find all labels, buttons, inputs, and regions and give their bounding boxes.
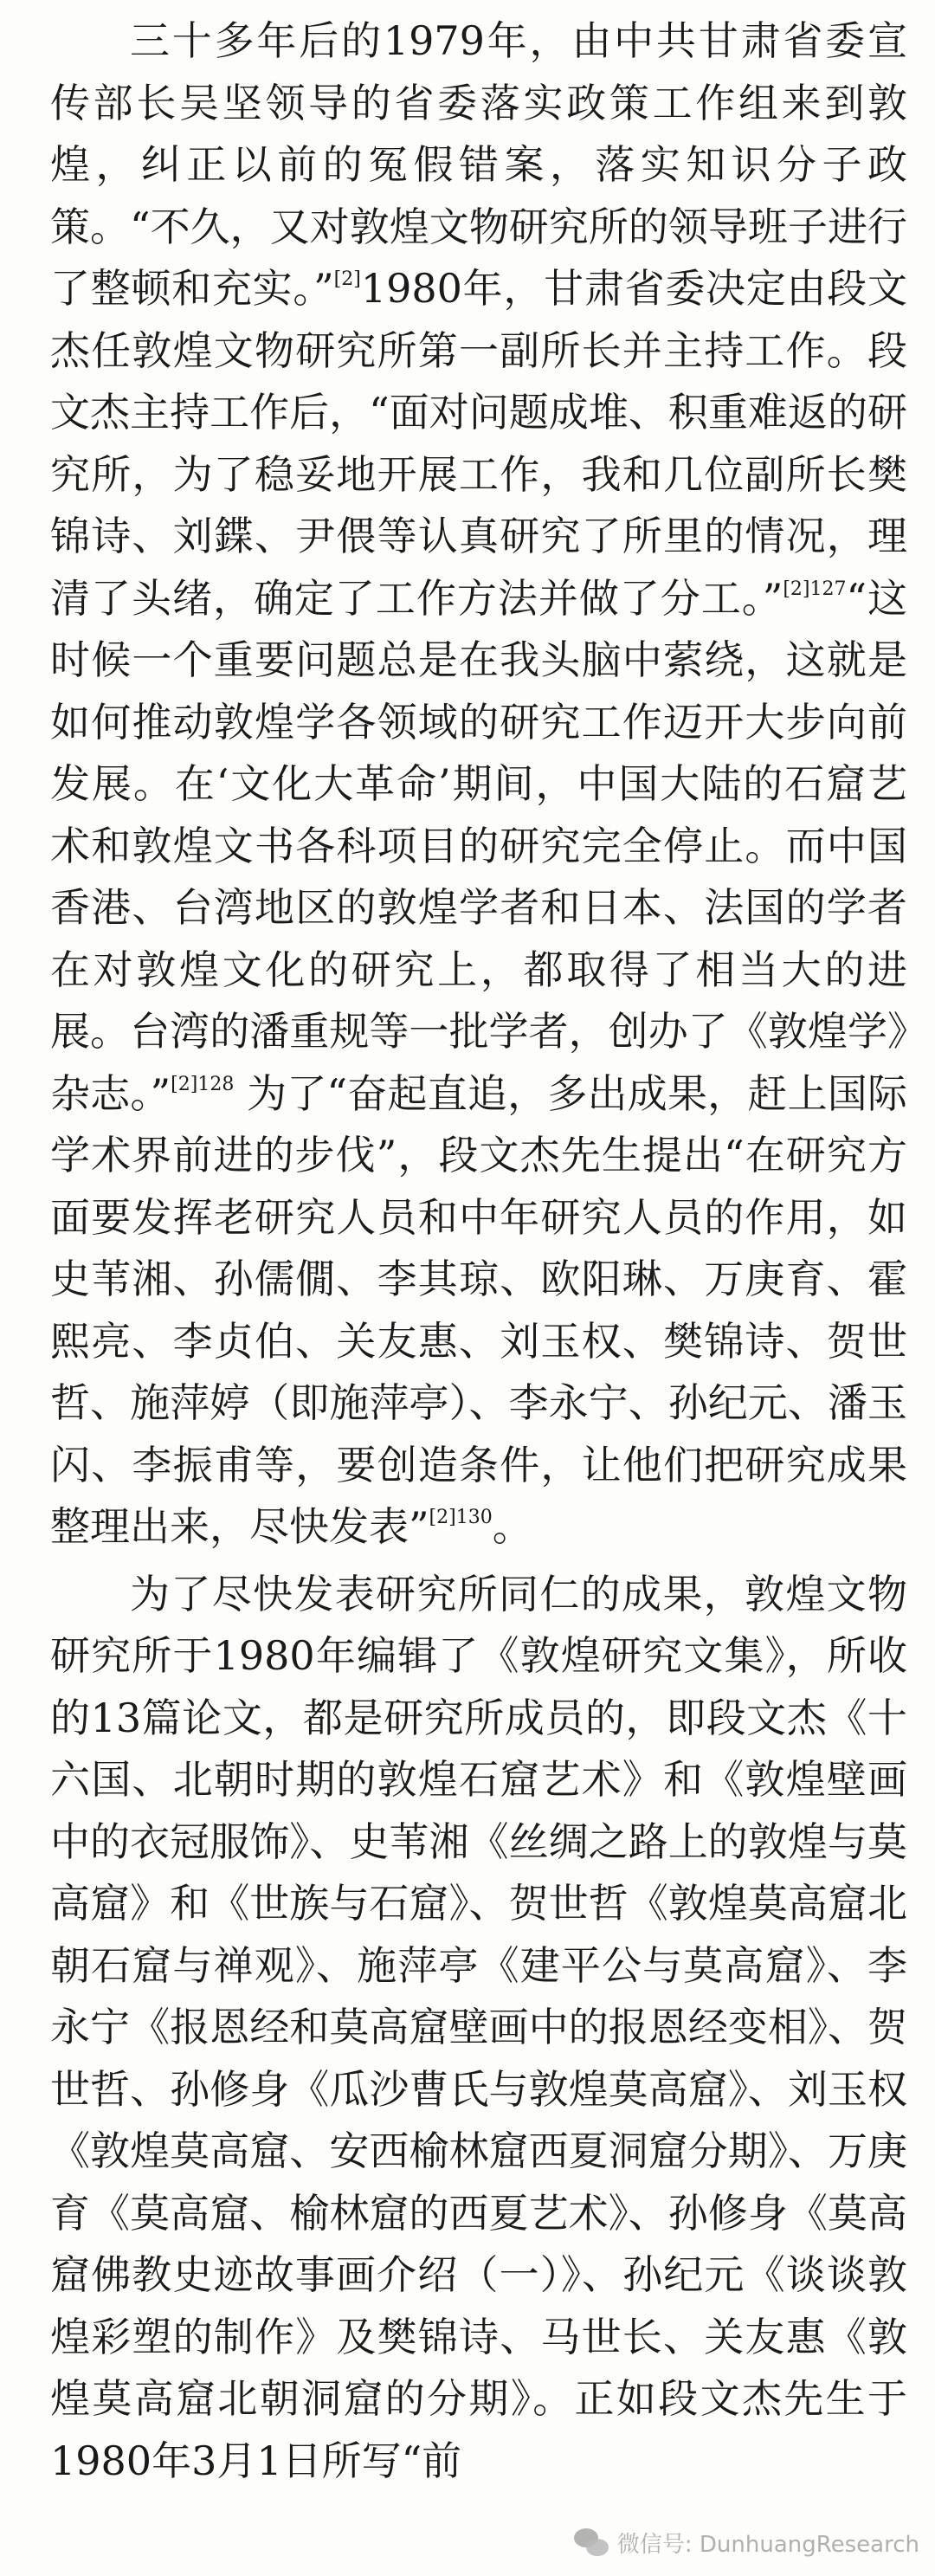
text-segment: 三十多年后的1979年，由中共甘肃省委宣传部长吴坚领导的省委落实政策工作组来到敦煌，纠正以前的冤假错案，落实知识分子政策。“不久，又对敦煌文物研究所的领导班子进行了整顿和充实。” — [50, 17, 907, 312]
text-segment: 为了“奋起直追，多出成果，赶上国际学术界前进的步伐”，段文杰先生提出“在研究方面要发挥老研究人员和中年研究人员的作用，如史苇湘、孙儒僩、李其琼、欧阳琳、万庚育、霍熙亮、李贞伯、关友惠、刘玉权、樊锦诗、贺世哲、施萍婷（即施萍亭）、李永宁、孙纪元、潘玉闪、李振甫等，要创造条件，让他们把研究成果整理出来，尽快发表” — [50, 1069, 907, 1550]
paragraph — [50, 10, 907, 1559]
citation-ref: [2]128 — [171, 1073, 235, 1095]
article-body — [50, 10, 907, 2492]
text-segment: “这时候一个重要问题总是在我头脑中萦绕，这就是如何推动敦煌学各领域的研究工作迈开大步向前发展。在‘文化大革命’期间，中国大陆的石窟艺术和敦煌文书各科项目的研究完全停止。而中国香港、台湾地区的敦煌学者和日本、法国的学者在对敦煌文化的研究上，都取得了相当大的进展。台湾的潘重规等一批学者，创办了《敦煌学》杂志。” — [50, 574, 907, 1117]
citation-ref: [2]130 — [429, 1507, 493, 1528]
wechat-icon — [574, 2528, 609, 2558]
watermark — [574, 2527, 919, 2559]
text-segment: 。 — [492, 1503, 532, 1550]
text-segment: 为了尽快发表研究所同仁的成果，敦煌文物研究所于1980年编辑了《敦煌研究文集》，所收的13篇论文，都是研究所成员的，即段文杰《十六国、北朝时期的敦煌石窟艺术》和《敦煌壁画中的衣冠服饰》、史苇湘《丝绸之路上的敦煌与莫高窟》和《世族与石窟》、贺世哲《敦煌莫高窟北朝石窟与禅观》、施萍亭《建平公与莫高窟》、李永宁《报恩经和莫高窟壁画中的报恩经变相》、贺世哲、孙修身《瓜沙曹氏与敦煌莫高窟》、刘玉权《敦煌莫高窟、安西榆林窟西夏洞窟分期》、万庚育《莫高窟、榆林窟的西夏艺术》、孙修身《莫高窟佛教史迹故事画介绍（一）》、孙纪元《谈谈敦煌彩塑的制作》及樊锦诗、马世长、关友惠《敦煌莫高窟北朝洞窟的分期》。正如段文杰先生于1980年3月1日所写“前 — [50, 1570, 907, 2484]
watermark-text: 微信号: DunhuangResearch — [616, 2532, 919, 2558]
citation-ref: [2]127 — [783, 578, 847, 600]
text-segment: 1980年，甘肃省委决定由段文杰任敦煌文物研究所第一副所长并主持工作。段文杰主持工作后，“面对问题成堆、积重难返的研究所，为了稳妥地开展工作，我和几位副所长樊锦诗、刘鍱、尹偎等认真研究了所里的情况，理清了头绪，确定了工作方法并做了分工。” — [50, 265, 907, 622]
citation-ref: [2] — [333, 268, 361, 290]
paragraph — [50, 1564, 907, 2493]
